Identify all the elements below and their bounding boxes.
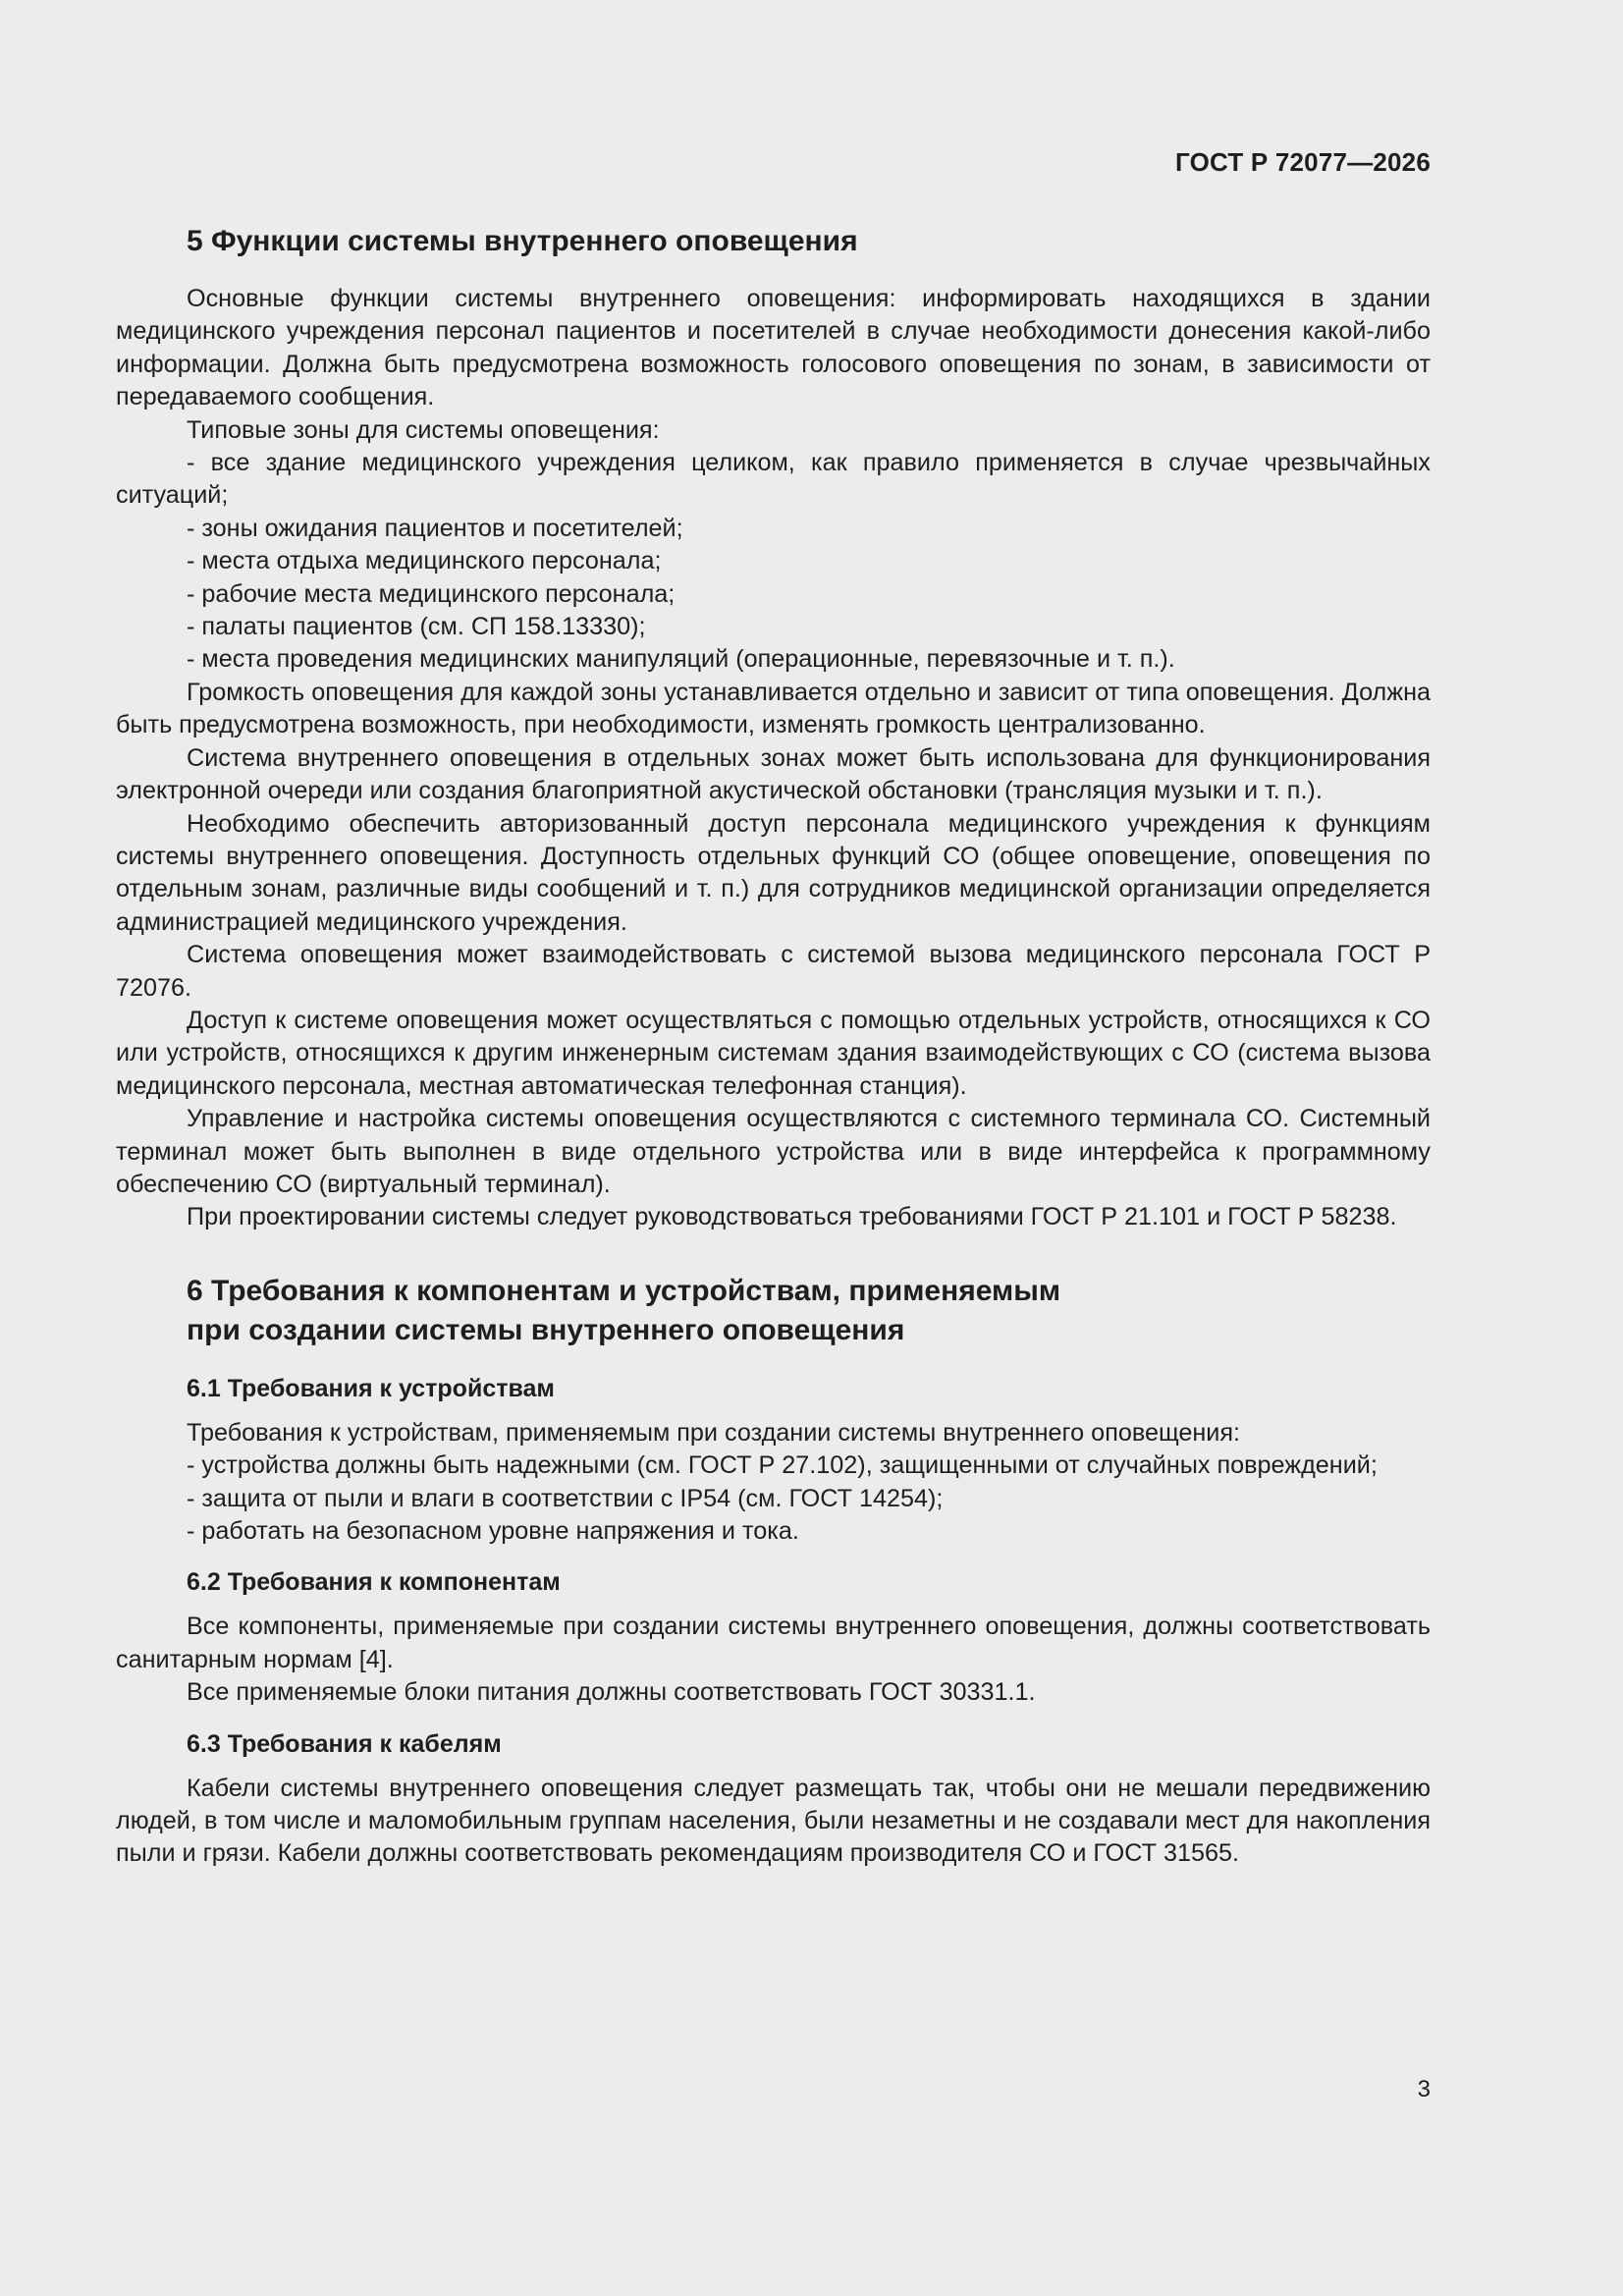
- paragraph: Необходимо обеспечить авторизованный доступ персонала медицинского учреждения к функциям системы внутреннего оповещения. Доступность отдельных функций СО (общее оповещение, оповещения по отдельным зонам, различные виды сообщений и т. п.) для сотрудников медицинской организации определяется администрацией медицинского учреждения.: [116, 809, 1431, 936]
- list-item: - места отдыха медицинского персонала;: [187, 547, 662, 575]
- list-item: - места проведения медицинских манипуляций (операционные, перевязочные и т. п.).: [187, 645, 1175, 674]
- list-item: - работать на безопасном уровне напряжения и тока.: [187, 1517, 799, 1545]
- list-item: - зоны ожидания пациентов и посетителей;: [187, 514, 683, 542]
- list-item: - палаты пациентов (см. СП 158.13330);: [187, 613, 646, 641]
- paragraph: Громкость оповещения для каждой зоны устанавливается отдельно и зависит от типа оповещения. Должна быть предусмотрена возможность, при необходимости, изменять громкость централизованно.: [116, 678, 1431, 739]
- page-content: [116, 222, 1431, 1871]
- paragraph: Кабели системы внутреннего оповещения следует размещать так, чтобы они не мешали передвижению людей, в том числе и маломобильным группам населения, были незаметны и не создавали мест для накопления пыли и грязи. Кабели должны соответствовать рекомендациям производителя СО и ГОСТ 31565.: [116, 1774, 1431, 1868]
- list-item: - рабочие места медицинского персонала;: [187, 579, 676, 608]
- paragraph: При проектировании системы следует руководствоваться требованиями ГОСТ Р 21.101 и ГОСТ Р 58238.: [187, 1203, 1397, 1231]
- section-6-heading-line-1: 6 Требования к компонентам и устройствам, применяемым: [187, 1274, 1061, 1307]
- paragraph: Все компоненты, применяемые при создании системы внутреннего оповещения, должны соответствовать санитарным нормам [4].: [116, 1613, 1431, 1673]
- paragraph: Управление и настройка системы оповещения осуществляются с системного терминала СО. Системный терминал может быть выполнен в виде отдельного устройства или в виде интерфейса к программному обеспечению СО (виртуальный терминал).: [116, 1105, 1431, 1198]
- paragraph: Система внутреннего оповещения в отдельных зонах может быть использована для функционирования электронной очереди или создания благоприятной акустической обстановки (трансляция музыки и т. п.).: [116, 743, 1431, 805]
- paragraph: Основные функции системы внутреннего оповещения: информировать находящихся в здании медицинского учреждения персонал пациентов и посетителей в случае необходимости донесения какой-либо информации. Должна быть предусмотрена возможность голосового оповещения по зонам, в зависимости от передаваемого сообщения.: [116, 285, 1431, 411]
- list-item: - устройства должны быть надежными (см. ГОСТ Р 27.102), защищенными от случайных повреждений;: [187, 1451, 1378, 1480]
- paragraph: Все применяемые блоки питания должны соответствовать ГОСТ 30331.1.: [187, 1678, 1036, 1707]
- subsection-6-2-heading: 6.2 Требования к компонентам: [187, 1568, 561, 1597]
- section-5-heading: 5 Функции системы внутреннего оповещения: [187, 225, 858, 257]
- section-6-heading-line-2: при создании системы внутреннего оповещения: [187, 1313, 905, 1346]
- document-code: ГОСТ Р 72077—2026: [1175, 147, 1431, 177]
- subsection-6-3-heading: 6.3 Требования к кабелям: [187, 1729, 502, 1758]
- page-number: 3: [1417, 2076, 1431, 2103]
- list-item: - все здание медицинского учреждения целиком, как правило применяется в случае чрезвычайных ситуаций;: [116, 449, 1431, 510]
- paragraph: Доступ к системе оповещения может осуществляться с помощью отдельных устройств, относящихся к СО или устройств, относящихся к другим инженерным системам здания взаимодействующих с СО (система вызова медицинского персонала, местная автоматическая телефонная станция).: [116, 1006, 1431, 1100]
- paragraph: Типовые зоны для системы оповещения:: [187, 415, 660, 444]
- spacer: [116, 1234, 1431, 1272]
- list-item: - защита от пыли и влаги в соответствии с IP54 (см. ГОСТ 14254);: [187, 1484, 944, 1512]
- paragraph: Система оповещения может взаимодействовать с системой вызова медицинского персонала ГОСТ Р 72076.: [116, 941, 1431, 1002]
- subsection-6-1-heading: 6.1 Требования к устройствам: [187, 1374, 555, 1402]
- spacer: [116, 1710, 1431, 1727]
- section-6-heading: [116, 1272, 1431, 1350]
- spacer: [116, 1548, 1431, 1565]
- paragraph: Требования к устройствам, применяемым при создании системы внутреннего оповещения:: [187, 1418, 1241, 1447]
